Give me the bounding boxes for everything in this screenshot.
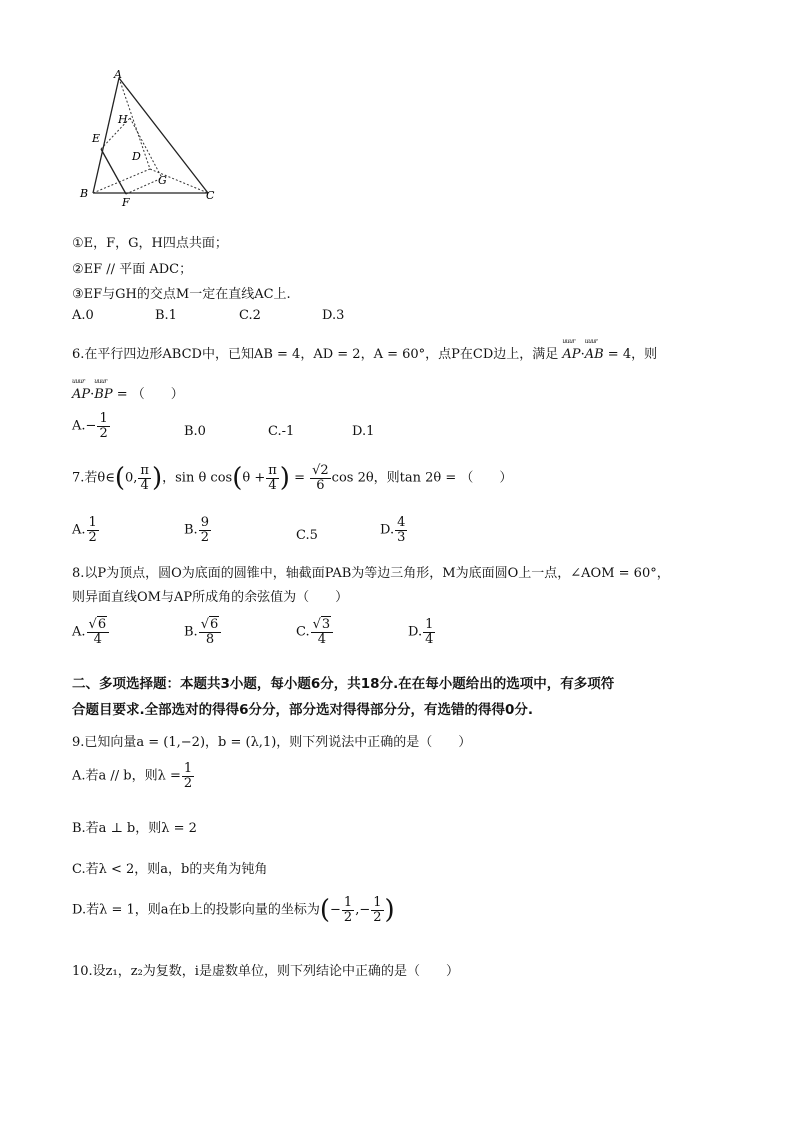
q8-option-c-fraction: $\frac{√3}{4}$ xyxy=(311,618,334,646)
q6-option-b: B.0 xyxy=(184,424,206,439)
q6-ask-tail: = （ ） xyxy=(112,387,184,402)
q9-option-d-text: D.若λ = 1，则a在b上的投影向量的坐标为 xyxy=(72,902,320,918)
q8-option-d-label: D. xyxy=(408,624,423,640)
q8-option-d-fraction: $\frac{1}{4}$ xyxy=(425,617,434,647)
q8-stem-line1: 8.以P为顶点，圆O为底面的圆锥中，轴截面PAB为等边三角形，M为底面圆O上一点，∠AOM = 60°， xyxy=(72,566,670,581)
q8-option-c xyxy=(296,618,334,646)
q6-vector-ap: uuur AP xyxy=(562,347,580,362)
q5-option-a: A.0 xyxy=(72,308,94,323)
q7-option-d-fraction: $\frac{4}{3}$ xyxy=(397,515,406,545)
q6-option-a-sign: − xyxy=(85,418,97,434)
q9-option-c: C.若λ < 2，则a，b的夹角为钝角 xyxy=(72,862,268,877)
q7-stem: 7.若θ∈(0, $\frac{\pi}{4}$ )，sin θ cos(θ + $\frac{\pi}{4}$ ) = $\frac{√2}{6}$ cos 2θ，则tan 2θ = （ ） xyxy=(72,462,513,493)
q7-option-d-label: D. xyxy=(380,522,395,538)
q6-cond-tail: = 4，则 xyxy=(603,347,658,362)
q10-stem: 10.设z₁，z₂为复数，i是虚数单位，则下列结论中正确的是（ ） xyxy=(72,964,459,979)
q8-option-a-label: A. xyxy=(72,624,86,640)
q6-option-a xyxy=(72,412,111,440)
vertex-label-d: D xyxy=(132,150,141,163)
q7-option-d xyxy=(380,516,408,544)
q5-statement-3: ③EF与GH的交点M一定在直线AC上. xyxy=(72,287,291,302)
q9-option-d-fraction-1: $\frac{1}{2}$ xyxy=(343,894,353,925)
q6-vector-ab: uuur AB xyxy=(585,347,604,362)
q7-option-b-label: B. xyxy=(184,522,198,538)
q5-option-c: C.2 xyxy=(239,308,261,323)
q7-option-a-label: A. xyxy=(72,522,86,538)
tetrahedron-figure xyxy=(70,66,230,212)
q5-option-d: D.3 xyxy=(322,308,345,323)
vertex-label-c: C xyxy=(206,189,215,202)
q7-tail: cos 2θ，则tan 2θ = （ ） xyxy=(331,470,513,486)
q5-statement-2: ②EF // 平面 ADC； xyxy=(72,262,193,277)
vertex-label-a: A xyxy=(114,68,122,81)
q9-option-b: B.若a ⊥ b，则λ = 2 xyxy=(72,821,197,836)
q7-option-b-fraction: $\frac{9}{2}$ xyxy=(200,515,209,545)
q7-theta-plus: θ + xyxy=(242,470,266,486)
q5-option-b: B.1 xyxy=(155,308,177,323)
q7-option-c: C.5 xyxy=(296,528,318,543)
q9-option-a-fraction: $\frac{1}{2}$ xyxy=(183,761,193,791)
q7-option-b xyxy=(184,516,212,544)
q8-option-c-label: C. xyxy=(296,624,310,640)
q9-option-d: D.若λ = 1，则a在b上的投影向量的坐标为(− $\frac{1}{2}$ ,− $\frac{1}{2}$ ) xyxy=(72,894,395,925)
q7-pi-over-4: $\frac{\pi}{4}$ xyxy=(268,462,277,493)
q6-stem: 6.在平行四边形ABCD中，已知AB = 4，AD = 2，A = 60°，点P在CD边上，满足 uuur AP·uuur AB = 4，则 xyxy=(72,343,657,362)
q7-eq: = xyxy=(294,470,305,486)
q9-stem: 9.已知向量a = (1,−2)，b = (λ,1)，则下列说法中正确的是（ ） xyxy=(72,735,472,750)
q9-option-a xyxy=(72,762,195,790)
q6-option-a-fraction: $\frac{1}{2}$ xyxy=(99,411,108,441)
q7-option-a xyxy=(72,516,100,544)
q7-mid: ，sin θ cos xyxy=(162,470,233,486)
point-label-g: G xyxy=(158,174,167,187)
q7-interval-left: 0, xyxy=(125,470,138,486)
q5-statement-1: ①E，F，G，H四点共面； xyxy=(72,236,228,251)
section2-heading-line1: 二、多项选择题：本题共3小题，每小题6分，共18分.在在每小题给出的选项中，有多项符 xyxy=(72,676,615,692)
q9-option-d-fraction-2: $\frac{1}{2}$ xyxy=(373,894,382,925)
q7-interval-fraction: $\frac{\pi}{4}$ xyxy=(140,462,149,493)
q8-option-d xyxy=(408,618,436,646)
point-label-h: H xyxy=(118,113,128,126)
point-label-e: E xyxy=(92,132,101,145)
q8-option-b xyxy=(184,618,222,646)
q8-option-a-fraction: $\frac{√6}{4}$ xyxy=(87,618,110,646)
q9-option-a-text: A.若a // b，则λ = xyxy=(72,768,181,784)
q6-option-c: C.-1 xyxy=(268,424,295,439)
section2-heading-line2: 合题目要求.全部选对的得得6分分，部分选对得得部分分，有选错的得得0分. xyxy=(72,702,534,718)
point-label-f: F xyxy=(122,196,130,209)
vertex-label-b: B xyxy=(80,187,89,200)
q8-stem-line2: 则异面直线OM与AP所成角的余弦值为（ ） xyxy=(72,590,349,605)
q6-option-d: D.1 xyxy=(352,424,375,439)
q6-ask-vector-bp: uuur BP xyxy=(94,387,112,402)
q7-option-a-fraction: $\frac{1}{2}$ xyxy=(88,515,97,545)
q7-prefix: 7.若θ∈ xyxy=(72,470,115,486)
q6-stem-text: 6.在平行四边形ABCD中，已知AB = 4，AD = 2，A = 60°，点P在CD边上，满足 xyxy=(72,347,559,362)
q8-option-a xyxy=(72,618,110,646)
q8-option-b-fraction: $\frac{√6}{8}$ xyxy=(199,618,222,646)
q6-option-a-label: A. xyxy=(72,418,86,434)
q8-option-b-label: B. xyxy=(184,624,198,640)
q7-sqrt2-over-6: $\frac{√2}{6}$ xyxy=(312,462,329,493)
q6-ask-vector-ap: uuur AP xyxy=(72,387,90,402)
q6-ask: uuur AP·uuur BP = （ ） xyxy=(72,383,184,402)
